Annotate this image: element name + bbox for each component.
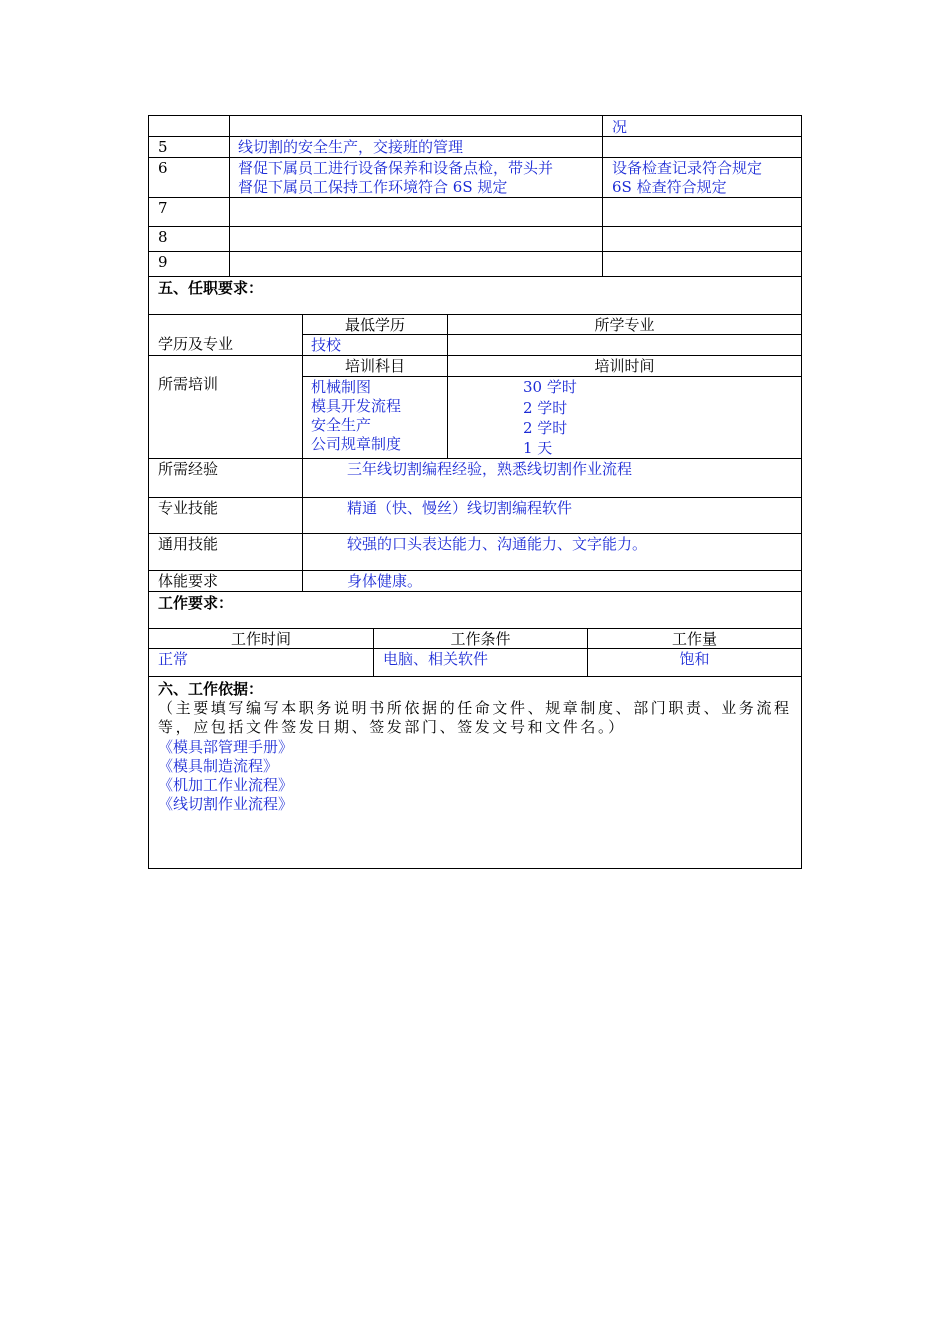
duty-row xyxy=(148,226,802,251)
duty-row xyxy=(148,115,802,136)
physical-label: 体能要求 xyxy=(158,572,219,590)
work-conditions-header: 工作条件 xyxy=(450,630,511,648)
training-time: 2 学时 xyxy=(523,399,568,417)
professional-skill-value: 精通（快、慢丝）线切割编程软件 xyxy=(347,499,573,517)
section-6-note: （主要填写编写本职务说明书所依据的任命文件、规章制度、部门职责、业务流程 xyxy=(158,699,792,717)
work-time-header: 工作时间 xyxy=(230,630,291,648)
duty-standard: 况 xyxy=(612,118,628,136)
basis-document: 《模具部管理手册》 xyxy=(158,738,294,756)
general-skill-row xyxy=(148,533,802,570)
training-subject: 机械制图 xyxy=(311,378,372,396)
training-subject: 安全生产 xyxy=(311,416,372,434)
section-6-row xyxy=(148,676,802,869)
duty-standard: 设备检查记录符合规定 xyxy=(612,159,763,177)
physical-row xyxy=(148,570,802,591)
duty-number: 8 xyxy=(158,228,168,246)
section-5-title-row xyxy=(148,276,802,314)
min-education-value: 技校 xyxy=(311,336,342,354)
duty-row xyxy=(148,251,802,276)
work-requirements-title-row xyxy=(148,591,802,628)
basis-document: 《机加工作业流程》 xyxy=(158,776,294,794)
general-skill-value: 较强的口头表达能力、沟通能力、文字能力。 xyxy=(347,535,648,553)
training-time: 2 学时 xyxy=(523,419,568,437)
experience-label: 所需经验 xyxy=(158,460,219,478)
experience-value: 三年线切割编程经验，熟悉线切割作业流程 xyxy=(347,460,633,478)
education-label: 学历及专业 xyxy=(158,335,234,353)
job-description-page xyxy=(148,115,802,869)
professional-skill-row xyxy=(148,497,802,533)
professional-skill-label: 专业技能 xyxy=(158,499,219,517)
training-time-header: 培训时间 xyxy=(594,357,655,375)
work-requirements-header-row xyxy=(148,628,802,648)
training-row xyxy=(148,355,802,458)
training-subject: 模具开发流程 xyxy=(311,397,402,415)
work-requirements-title: 工作要求： xyxy=(158,594,234,612)
experience-row xyxy=(148,458,802,497)
training-time: 30 学时 xyxy=(523,378,577,396)
min-education-header: 最低学历 xyxy=(344,316,405,334)
duty-number: 9 xyxy=(158,253,168,271)
section-5-title: 五、任职要求： xyxy=(158,279,264,297)
work-time-value: 正常 xyxy=(158,650,189,668)
major-header: 所学专业 xyxy=(594,316,655,334)
education-row xyxy=(148,314,802,355)
duty-number: 6 xyxy=(158,159,168,177)
workload-header: 工作量 xyxy=(671,630,717,648)
work-requirements-value-row xyxy=(148,648,802,676)
training-subject: 公司规章制度 xyxy=(311,435,402,453)
duty-number: 7 xyxy=(158,199,168,217)
duty-description: 督促下属员工进行设备保养和设备点检，带头并 xyxy=(238,159,554,177)
duty-description: 线切割的安全生产，交接班的管理 xyxy=(238,138,464,156)
physical-value: 身体健康。 xyxy=(347,572,423,590)
general-skill-label: 通用技能 xyxy=(158,535,219,553)
workload-value: 饱和 xyxy=(679,650,710,668)
training-subject-header: 培训科目 xyxy=(344,357,405,375)
duty-row xyxy=(148,157,802,197)
training-time: 1 天 xyxy=(523,439,553,457)
duty-row xyxy=(148,197,802,226)
basis-document: 《模具制造流程》 xyxy=(158,757,279,775)
duty-description: 督促下属员工保持工作环境符合 6S 规定 xyxy=(238,178,508,196)
work-conditions-value: 电脑、相关软件 xyxy=(383,650,489,668)
duty-row xyxy=(148,136,802,157)
training-label: 所需培训 xyxy=(158,375,219,393)
duty-number: 5 xyxy=(158,138,168,156)
section-6-title: 六、工作依据： xyxy=(158,680,264,698)
duty-standard: 6S 检查符合规定 xyxy=(612,178,727,196)
section-6-note: 等，应包括文件签发日期、签发部门、签发文号和文件名。） xyxy=(158,718,626,736)
basis-document: 《线切割作业流程》 xyxy=(158,795,294,813)
